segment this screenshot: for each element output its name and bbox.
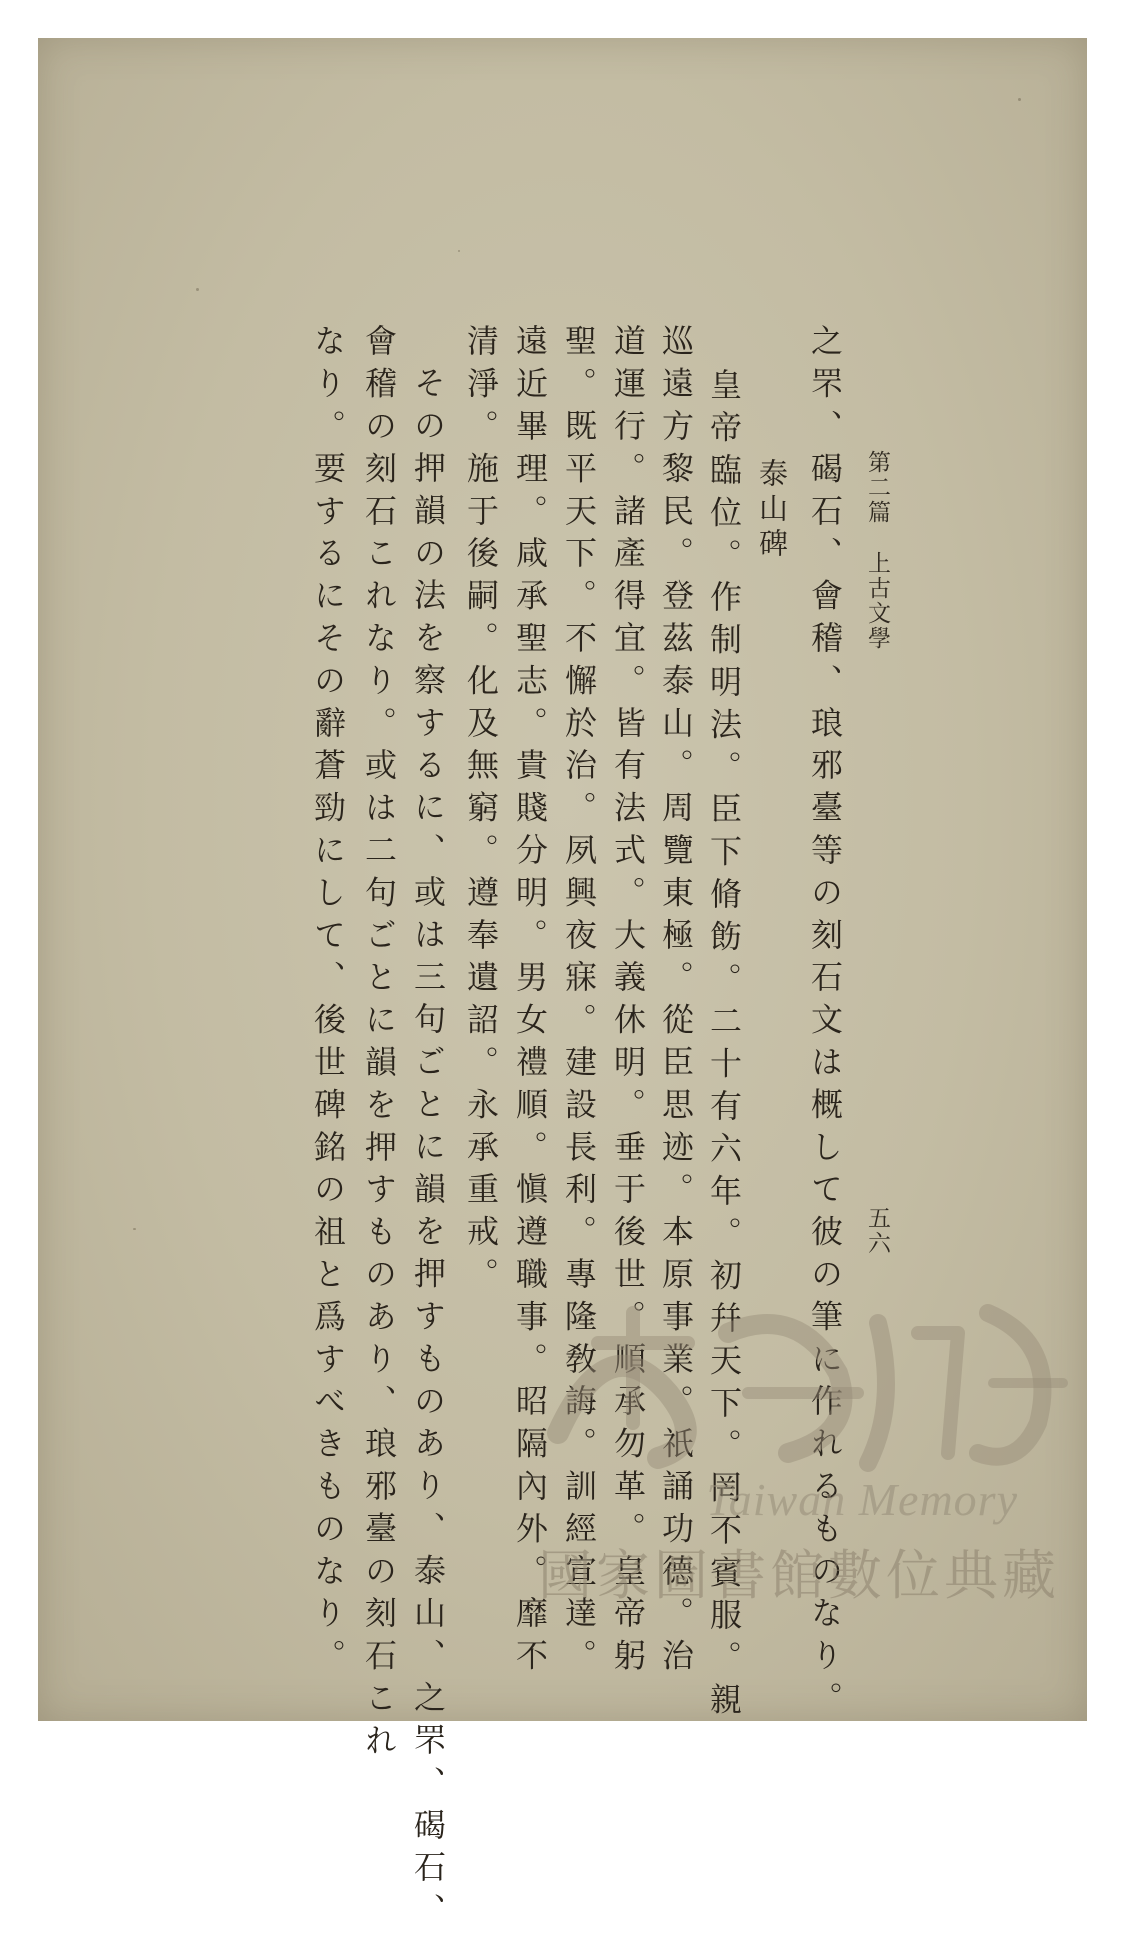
header-title: 上古文學	[864, 551, 890, 651]
paper-speck	[196, 288, 199, 291]
paper-speck	[458, 250, 460, 252]
paper-speck	[1018, 98, 1021, 101]
body-line-8: その押韻の法を察するに、或は三句ごとに韻を押すものあり、泰山、之罘、碣石、	[409, 366, 447, 1935]
body-line-7: 清淨。施于後嗣。化及無窮。遵奉遺詔。永承重戒。	[462, 324, 500, 1300]
body-line-1: 之罘、碣石、會稽、琅邪臺等の刻石文は概して彼の筆に作れるものなり。	[806, 324, 844, 1724]
section-heading: 泰山碑	[755, 458, 789, 563]
body-line-5: 聖。既平天下。不懈於治。夙興夜寐。建設長利。專隆敎誨。訓經宣達。	[560, 324, 598, 1681]
body-line-6: 遠近畢理。咸承聖志。貴賤分明。男女禮順。愼遵職事。昭隔內外。靡不	[511, 324, 549, 1681]
book-page	[38, 38, 1087, 1935]
body-line-9: 會稽の刻石これなり。或は二句ごとに韻を押すものあり、琅邪臺の刻石これ	[360, 324, 398, 1766]
watermark-english: Taiwan Memory	[706, 1474, 1018, 1525]
watermark-chinese: 國家圖書館數位典藏	[538, 1544, 1060, 1607]
header-section: 第二篇	[864, 450, 890, 525]
body-line-2: 皇帝臨位。作制明法。臣下脩飭。二十有六年。初幷天下。罔不賓服。親	[705, 368, 743, 1725]
paper-speck	[133, 1228, 136, 1230]
body-line-4: 道運行。諸產得宜。皆有法式。大義休明。垂于後世。順承勿革。皇帝躬	[609, 324, 647, 1681]
page-number: 五六	[864, 1206, 890, 1256]
library-watermark	[518, 1283, 1078, 1643]
body-line-3: 巡遠方黎民。登茲泰山。周覽東極。從臣思迹。本原事業。祇誦功德。治	[657, 324, 695, 1681]
body-line-10: なり。要するにその辭蒼勁にして、後世碑銘の祖と爲すべきものなり。	[309, 324, 347, 1681]
